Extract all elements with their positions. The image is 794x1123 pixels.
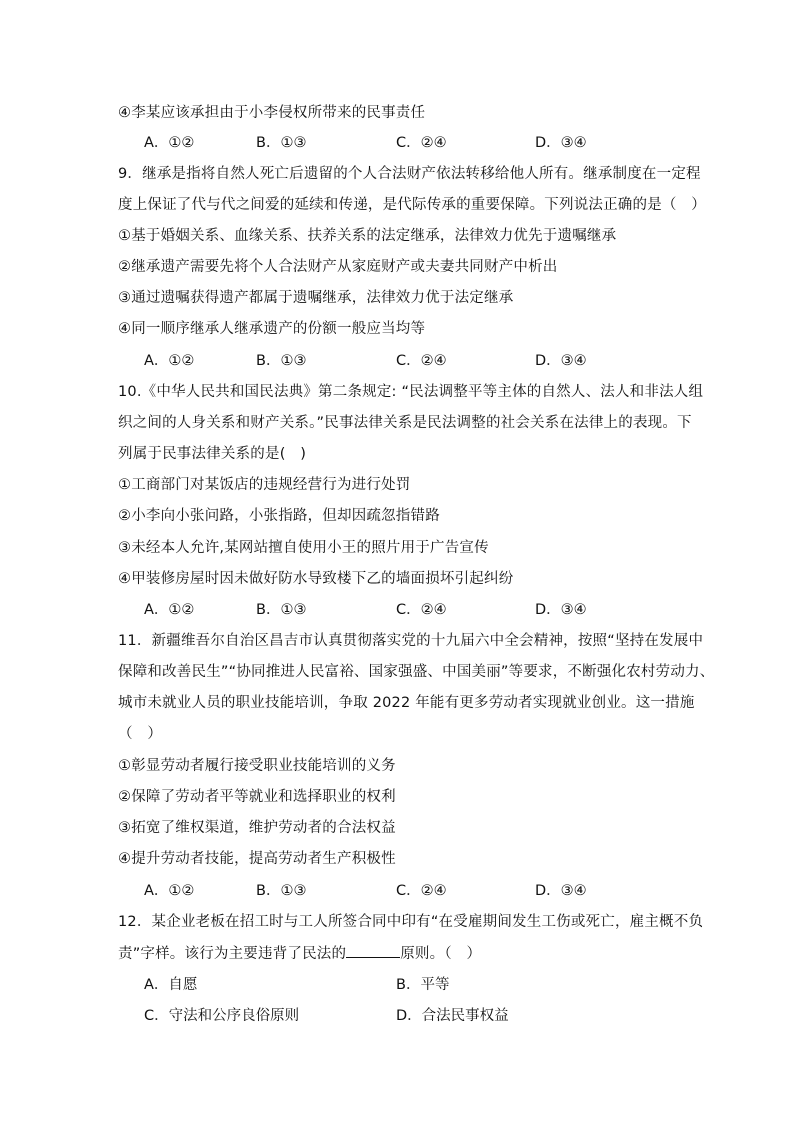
q8-option-c[interactable]: C．②④ bbox=[396, 135, 447, 151]
q11-options bbox=[144, 881, 704, 901]
q12-option-c[interactable]: C．守法和公序良俗原则 bbox=[144, 1008, 300, 1024]
q9-item-2: ②继承遗产需要先将个人合法财产从家庭财产或夫妻共同财产中析出 bbox=[118, 259, 558, 275]
q9-option-d[interactable]: D．③④ bbox=[535, 353, 587, 369]
q11-item-2: ②保障了劳动者平等就业和选择职业的权利 bbox=[118, 789, 396, 805]
q10-item-2: ②小李向小张问路，小张指路，但却因疏忽指错路 bbox=[118, 508, 440, 524]
q8-option-d[interactable]: D．③④ bbox=[535, 135, 587, 151]
q10-options bbox=[144, 600, 704, 620]
q12-options-row-2 bbox=[144, 1006, 704, 1026]
q9-option-b[interactable]: B．①③ bbox=[256, 353, 307, 369]
q12-stem-line-1: 12．某企业老板在招工时与工人所签合同中印有“在受雇期间发生工伤或死亡，雇主概不负 bbox=[118, 914, 704, 930]
q11-option-a[interactable]: A．①② bbox=[144, 883, 195, 899]
q9-option-c[interactable]: C．②④ bbox=[396, 353, 447, 369]
q8-option-b[interactable]: B．①③ bbox=[256, 135, 307, 151]
q11-stem-line-2: 保障和改善民生”“协同推进人民富裕、国家强盛、中国美丽”等要求，不断强化农村劳动力、 bbox=[118, 664, 715, 680]
q12-answer-blank bbox=[346, 943, 400, 958]
q9-option-a[interactable]: A．①② bbox=[144, 353, 195, 369]
q10-stem-line-2: 织之间的人身关系和财产关系。”民事法律关系是民法调整的社会关系在法律上的表现。下 bbox=[118, 415, 692, 431]
q12-options-row-1 bbox=[144, 975, 704, 995]
q12-option-b[interactable]: B．平等 bbox=[396, 977, 450, 993]
q10-item-3: ③未经本人允许,某网站擅自使用小王的照片用于广告宣传 bbox=[118, 540, 489, 556]
q11-item-3: ③拓宽了维权渠道，维护劳动者的合法权益 bbox=[118, 820, 396, 836]
q11-stem-line-1: 11．新疆维吾尔自治区昌吉市认真贯彻落实党的十九届六中全会精神，按照“坚持在发展中 bbox=[118, 633, 704, 649]
q10-option-a[interactable]: A．①② bbox=[144, 602, 195, 618]
q12-option-d[interactable]: D．合法民事权益 bbox=[396, 1008, 509, 1024]
q10-stem-line-1: 10.《中华人民共和国民法典》第二条规定: “民法调整平等主体的自然人、法人和非法人组 bbox=[118, 384, 704, 400]
q10-item-4: ④甲装修房屋时因未做好防水导致楼下乙的墙面损坏引起纠纷 bbox=[118, 571, 514, 587]
q9-options bbox=[144, 351, 704, 371]
q9-stem-line-2: 度上保证了代与代之间爱的延续和传递，是代际传承的重要保障。下列说法正确的是（ ） bbox=[118, 197, 706, 213]
q9-stem-line-1: 9．继承是指将自然人死亡后遗留的个人合法财产依法转移给他人所有。继承制度在一定程 bbox=[118, 166, 701, 182]
q9-item-1: ①基于婚姻关系、血缘关系、扶养关系的法定继承，法律效力优先于遗嘱继承 bbox=[118, 228, 617, 244]
q10-option-b[interactable]: B．①③ bbox=[256, 602, 307, 618]
q11-option-c[interactable]: C．②④ bbox=[396, 883, 447, 899]
q12-option-a[interactable]: A．自愿 bbox=[144, 977, 198, 993]
q11-item-1: ①彰显劳动者履行接受职业技能培训的义务 bbox=[118, 758, 396, 774]
q12-stem-line-2 bbox=[118, 943, 481, 964]
q11-stem-line-4: （ ） bbox=[118, 726, 163, 742]
q11-item-4: ④提升劳动者技能，提高劳动者生产积极性 bbox=[118, 851, 396, 867]
q10-option-c[interactable]: C．②④ bbox=[396, 602, 447, 618]
q8-options bbox=[144, 133, 704, 153]
q9-item-3: ③通过遗嘱获得遗产都属于遗嘱继承，法律效力优于法定继承 bbox=[118, 290, 514, 306]
q11-option-d[interactable]: D．③④ bbox=[535, 883, 587, 899]
q10-item-1: ①工商部门对某饭店的违规经营行为进行处罚 bbox=[118, 477, 411, 493]
q11-option-b[interactable]: B．①③ bbox=[256, 883, 307, 899]
q12-stem-post: 原则。（ ） bbox=[400, 946, 482, 962]
q10-stem-line-3: 列属于民事法律关系的是( ) bbox=[118, 446, 307, 462]
q11-stem-line-3: 城市未就业人员的职业技能培训，争取 2022 年能有更多劳动者实现就业创业。这一措施 bbox=[118, 695, 695, 711]
q12-stem-pre: 责”字样。该行为主要违背了民法的 bbox=[118, 946, 347, 962]
q9-item-4: ④同一顺序继承人继承遗产的份额一般应当均等 bbox=[118, 321, 426, 337]
q8-option-a[interactable]: A．①② bbox=[144, 135, 195, 151]
q10-option-d[interactable]: D．③④ bbox=[535, 602, 587, 618]
q8-item-4: ④李某应该承担由于小李侵权所带来的民事责任 bbox=[118, 105, 426, 121]
